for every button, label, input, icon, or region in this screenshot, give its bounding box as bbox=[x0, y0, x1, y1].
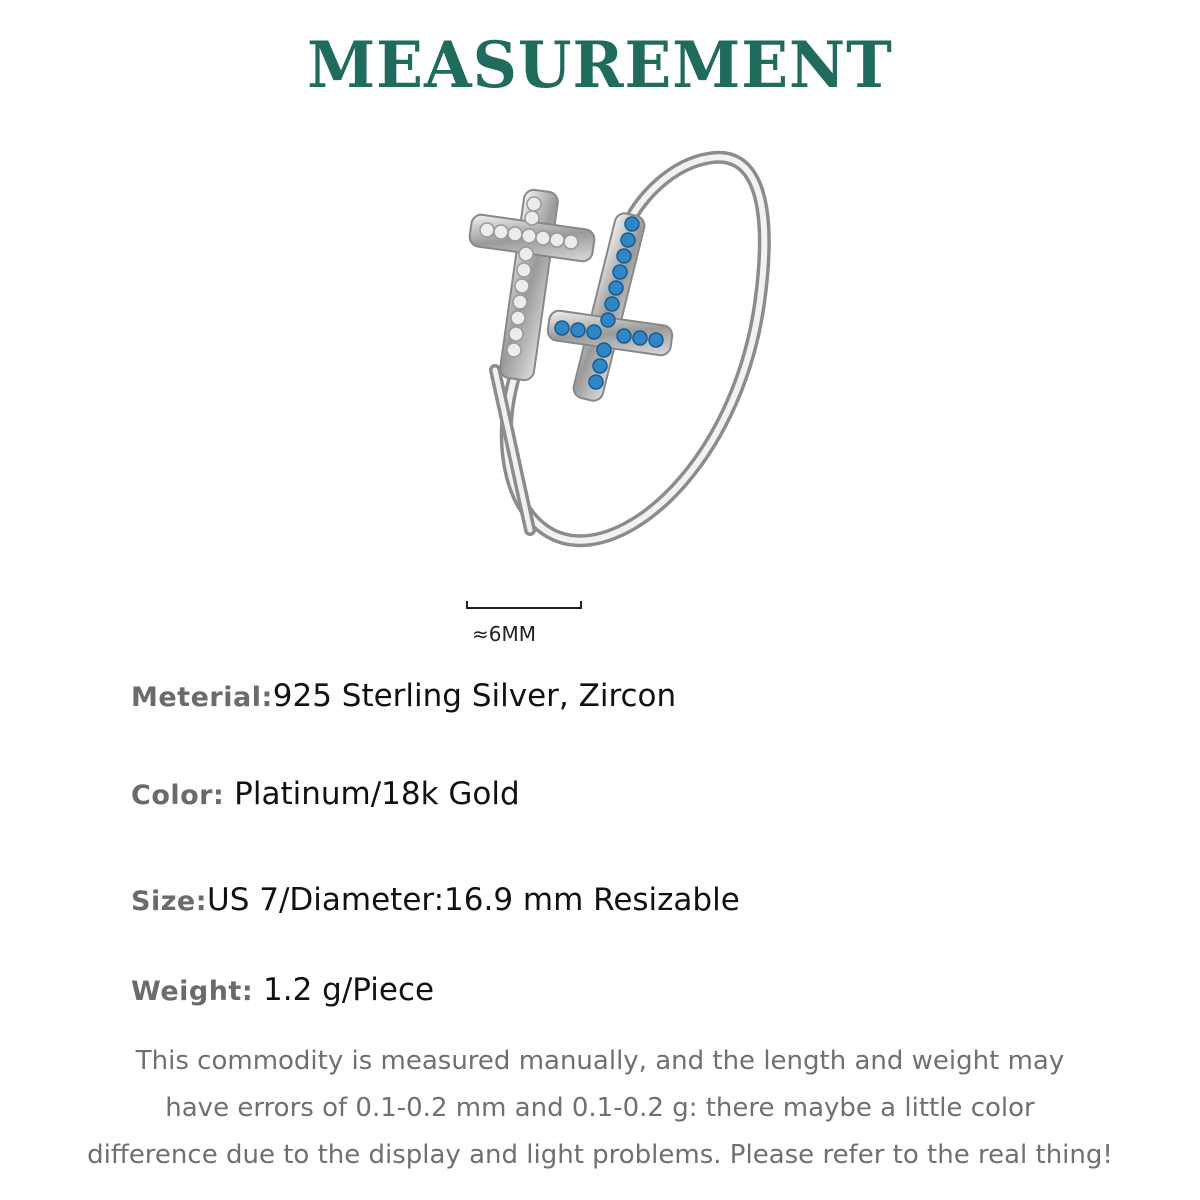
spec-color-key: Color: bbox=[131, 780, 225, 811]
spec-material-value: 925 Sterling Silver, Zircon bbox=[272, 678, 677, 714]
spec-color-value: Platinum/18k Gold bbox=[224, 776, 520, 812]
scale-label: ≈6MM bbox=[472, 622, 536, 646]
ring-illustration bbox=[340, 120, 900, 590]
spec-weight-value: 1.2 g/Piece bbox=[253, 972, 435, 1008]
spec-size bbox=[131, 882, 740, 918]
spec-size-value: US 7/Diameter:16.9 mm Resizable bbox=[207, 882, 740, 918]
spec-material bbox=[131, 678, 676, 714]
notice-line: difference due to the display and light problems. Please refer to the real thing! bbox=[87, 1140, 1113, 1170]
spec-size-key: Size: bbox=[131, 886, 208, 917]
scale-bar bbox=[466, 601, 582, 609]
spec-weight-key: Weight: bbox=[131, 976, 254, 1007]
page-title: MEASUREMENT bbox=[307, 28, 893, 103]
notice-line: This commodity is measured manually, and the length and weight may bbox=[135, 1046, 1065, 1076]
white-zircon-cross bbox=[468, 189, 595, 382]
spec-color bbox=[131, 776, 520, 812]
ring-product-image bbox=[340, 120, 900, 590]
measurement-notice bbox=[0, 1038, 1200, 1179]
spec-material-key: Meterial: bbox=[131, 682, 273, 713]
spec-weight bbox=[131, 972, 434, 1008]
notice-line: have errors of 0.1-0.2 mm and 0.1-0.2 g: there maybe a little color bbox=[165, 1093, 1035, 1123]
